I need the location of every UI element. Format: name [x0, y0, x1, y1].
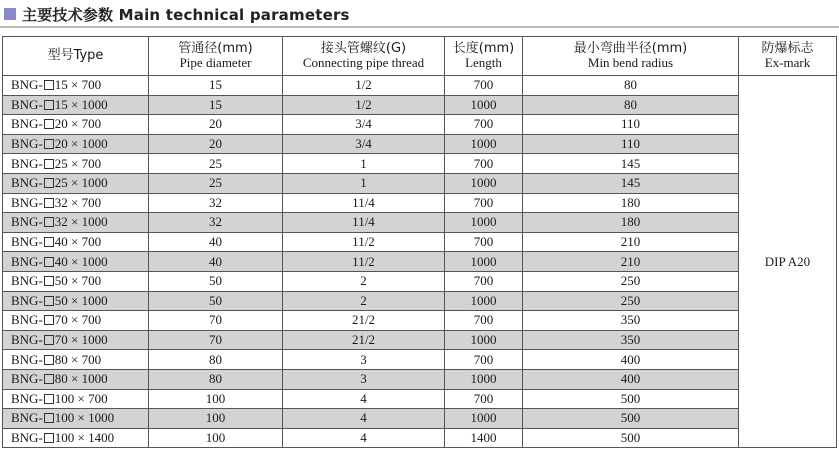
cell-bend-radius: 500 [523, 409, 739, 429]
cell-bend-radius: 250 [523, 271, 739, 291]
cell-diameter: 20 [149, 115, 283, 135]
cell-length: 1000 [445, 369, 523, 389]
table-row [3, 389, 837, 409]
cell-type: BNG- 32 × 700 [3, 193, 149, 213]
cell-bend-radius: 400 [523, 350, 739, 370]
placeholder-box-icon [44, 433, 54, 443]
cell-thread: 4 [283, 428, 445, 448]
placeholder-box-icon [44, 237, 54, 247]
cell-diameter: 100 [149, 428, 283, 448]
cell-type: BNG- 80 × 700 [3, 350, 149, 370]
cell-thread: 21/2 [283, 311, 445, 331]
cell-ex-mark: DIP A20 [739, 76, 837, 448]
table-header-row [3, 37, 837, 76]
cell-type: BNG- 15 × 700 [3, 76, 149, 96]
placeholder-box-icon [44, 217, 54, 227]
header-length: 长度(mm) Length [445, 37, 523, 76]
cell-diameter: 40 [149, 252, 283, 272]
cell-diameter: 25 [149, 173, 283, 193]
cell-bend-radius: 350 [523, 330, 739, 350]
table-row [3, 232, 837, 252]
header-pipe-diameter: 管通径(mm) Pipe diameter [149, 37, 283, 76]
table-row [3, 193, 837, 213]
cell-length: 700 [445, 76, 523, 96]
cell-type: BNG- 32 × 1000 [3, 213, 149, 233]
cell-thread: 4 [283, 409, 445, 429]
cell-length: 1000 [445, 213, 523, 233]
cell-type: BNG- 20 × 700 [3, 115, 149, 135]
table-row [3, 115, 837, 135]
cell-bend-radius: 180 [523, 193, 739, 213]
cell-diameter: 50 [149, 291, 283, 311]
cell-length: 700 [445, 115, 523, 135]
title-divider [0, 26, 839, 28]
cell-type: BNG- 25 × 1000 [3, 173, 149, 193]
cell-diameter: 50 [149, 271, 283, 291]
cell-thread: 2 [283, 291, 445, 311]
placeholder-box-icon [44, 119, 54, 129]
cell-thread: 11/4 [283, 193, 445, 213]
table-row [3, 271, 837, 291]
section-title-bar [0, 0, 839, 28]
cell-length: 1000 [445, 409, 523, 429]
cell-type: BNG- 80 × 1000 [3, 369, 149, 389]
cell-length: 1000 [445, 252, 523, 272]
table-row [3, 154, 837, 174]
placeholder-box-icon [44, 100, 54, 110]
cell-length: 1000 [445, 95, 523, 115]
cell-thread: 3 [283, 369, 445, 389]
cell-length: 1000 [445, 330, 523, 350]
cell-diameter: 32 [149, 213, 283, 233]
cell-diameter: 100 [149, 389, 283, 409]
table-row [3, 213, 837, 233]
placeholder-box-icon [44, 178, 54, 188]
cell-bend-radius: 80 [523, 95, 739, 115]
cell-thread: 3 [283, 350, 445, 370]
cell-bend-radius: 145 [523, 154, 739, 174]
cell-length: 1000 [445, 173, 523, 193]
cell-length: 700 [445, 193, 523, 213]
cell-thread: 3/4 [283, 115, 445, 135]
table-row [3, 76, 837, 96]
cell-bend-radius: 400 [523, 369, 739, 389]
cell-thread: 11/2 [283, 252, 445, 272]
cell-diameter: 70 [149, 330, 283, 350]
cell-thread: 1 [283, 173, 445, 193]
cell-length: 700 [445, 350, 523, 370]
cell-thread: 3/4 [283, 134, 445, 154]
cell-bend-radius: 110 [523, 134, 739, 154]
placeholder-box-icon [44, 159, 54, 169]
cell-type: BNG- 70 × 1000 [3, 330, 149, 350]
table-row [3, 311, 837, 331]
cell-length: 700 [445, 311, 523, 331]
cell-diameter: 20 [149, 134, 283, 154]
table-body [3, 76, 837, 448]
cell-diameter: 32 [149, 193, 283, 213]
cell-type: BNG- 100 × 1400 [3, 428, 149, 448]
placeholder-box-icon [44, 296, 54, 306]
cell-bend-radius: 110 [523, 115, 739, 135]
cell-length: 1400 [445, 428, 523, 448]
cell-thread: 21/2 [283, 330, 445, 350]
table-row [3, 330, 837, 350]
cell-type: BNG- 100 × 700 [3, 389, 149, 409]
cell-diameter: 15 [149, 76, 283, 96]
cell-thread: 2 [283, 271, 445, 291]
cell-type: BNG- 40 × 1000 [3, 252, 149, 272]
cell-bend-radius: 210 [523, 232, 739, 252]
cell-length: 700 [445, 232, 523, 252]
placeholder-box-icon [44, 198, 54, 208]
header-bend-radius: 最小弯曲半径(mm) Min bend radius [523, 37, 739, 76]
placeholder-box-icon [44, 139, 54, 149]
technical-parameters-table [2, 36, 837, 448]
cell-diameter: 15 [149, 95, 283, 115]
cell-bend-radius: 500 [523, 428, 739, 448]
cell-type: BNG- 25 × 700 [3, 154, 149, 174]
bullet-square-icon [4, 8, 16, 20]
table-row [3, 428, 837, 448]
cell-length: 700 [445, 154, 523, 174]
cell-thread: 1/2 [283, 76, 445, 96]
cell-type: BNG- 100 × 1000 [3, 409, 149, 429]
cell-thread: 4 [283, 389, 445, 409]
cell-thread: 11/4 [283, 213, 445, 233]
cell-bend-radius: 500 [523, 389, 739, 409]
cell-bend-radius: 250 [523, 291, 739, 311]
header-ex-mark: 防爆标志 Ex-mark [739, 37, 837, 76]
cell-type: BNG- 20 × 1000 [3, 134, 149, 154]
table-row [3, 95, 837, 115]
cell-bend-radius: 80 [523, 76, 739, 96]
cell-diameter: 80 [149, 369, 283, 389]
table-row [3, 350, 837, 370]
cell-bend-radius: 180 [523, 213, 739, 233]
placeholder-box-icon [44, 315, 54, 325]
table-row [3, 134, 837, 154]
cell-type: BNG- 15 × 1000 [3, 95, 149, 115]
cell-bend-radius: 350 [523, 311, 739, 331]
cell-diameter: 80 [149, 350, 283, 370]
placeholder-box-icon [44, 394, 54, 404]
cell-type: BNG- 50 × 700 [3, 271, 149, 291]
cell-diameter: 100 [149, 409, 283, 429]
placeholder-box-icon [44, 80, 54, 90]
placeholder-box-icon [44, 257, 54, 267]
cell-length: 700 [445, 389, 523, 409]
cell-diameter: 40 [149, 232, 283, 252]
header-type: 型号Type [3, 37, 149, 76]
cell-length: 1000 [445, 291, 523, 311]
cell-length: 1000 [445, 134, 523, 154]
cell-thread: 11/2 [283, 232, 445, 252]
cell-bend-radius: 210 [523, 252, 739, 272]
placeholder-box-icon [44, 276, 54, 286]
cell-length: 700 [445, 271, 523, 291]
cell-thread: 1 [283, 154, 445, 174]
cell-thread: 1/2 [283, 95, 445, 115]
header-thread: 接头管螺纹(G) Connecting pipe thread [283, 37, 445, 76]
placeholder-box-icon [44, 413, 54, 423]
cell-type: BNG- 70 × 700 [3, 311, 149, 331]
cell-bend-radius: 145 [523, 173, 739, 193]
section-title: 主要技术参数 Main technical parameters [22, 6, 350, 24]
cell-type: BNG- 40 × 700 [3, 232, 149, 252]
cell-type: BNG- 50 × 1000 [3, 291, 149, 311]
table-row [3, 369, 837, 389]
table-row [3, 409, 837, 429]
table-row [3, 291, 837, 311]
table-row [3, 252, 837, 272]
cell-diameter: 25 [149, 154, 283, 174]
placeholder-box-icon [44, 355, 54, 365]
placeholder-box-icon [44, 374, 54, 384]
table-row [3, 173, 837, 193]
cell-diameter: 70 [149, 311, 283, 331]
placeholder-box-icon [44, 335, 54, 345]
